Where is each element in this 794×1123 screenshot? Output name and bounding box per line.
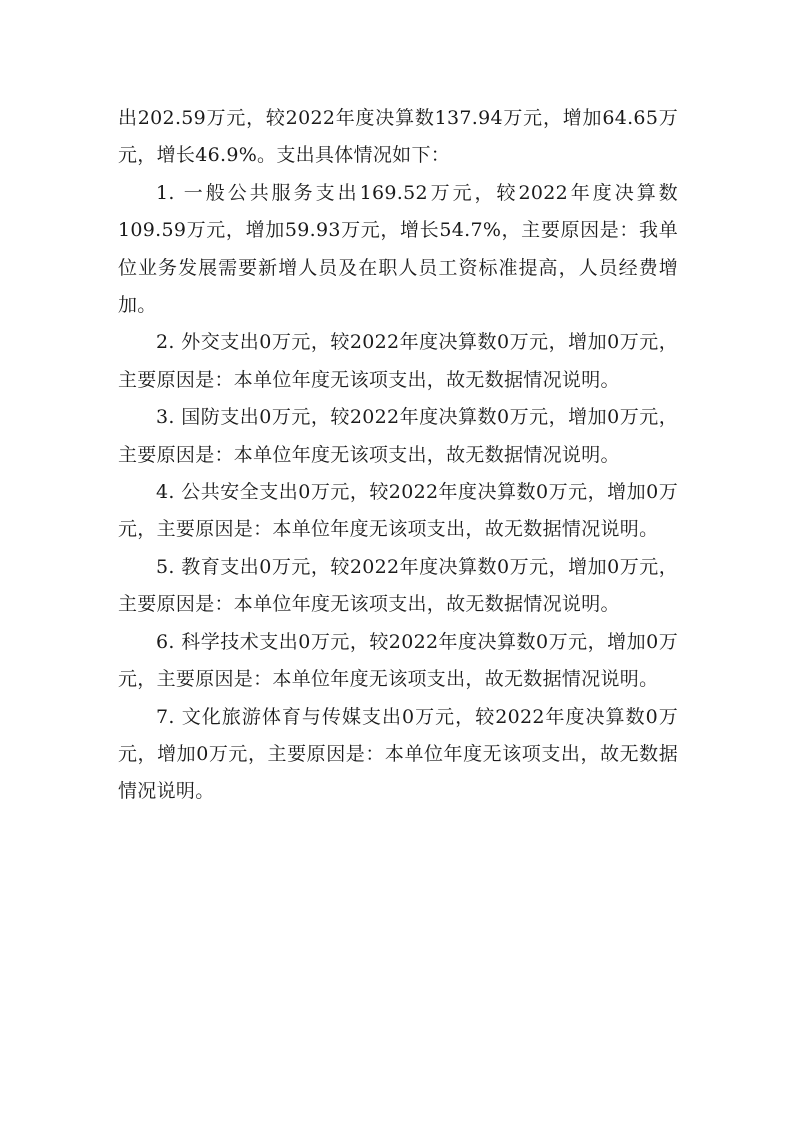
paragraph-education: 5. 教育支出0万元，较2022年度决算数0万元，增加0万元，主要原因是：本单位年度无该项支出，故无数据情况说明。 [118,555,678,616]
paragraph-expenditure-summary: 出202.59万元，较2022年度决算数137.94万元，增加64.65万元，增长46.9%。支出具体情况如下： [118,107,678,167]
paragraph-foreign-affairs: 2. 外交支出0万元，较2022年度决算数0万元，增加0万元，主要原因是：本单位年度无该项支出，故无数据情况说明。 [118,331,678,391]
paragraph-public-security: 4. 公共安全支出0万元，较2022年度决算数0万元，增加0万元，主要原因是：本单位年度无该项支出，故无数据情况说明。 [118,481,678,541]
paragraph-science-technology: 6. 科学技术支出0万元，较2022年度决算数0万元，增加0万元，主要原因是：本单位年度无该项支出，故无数据情况说明。 [118,630,678,691]
paragraph-national-defense: 3. 国防支出0万元，较2022年度决算数0万元，增加0万元，主要原因是：本单位年度无该项支出，故无数据情况说明。 [118,406,678,466]
document-body [118,100,678,811]
paragraph-general-public-services: 1. 一般公共服务支出169.52万元，较2022年度决算数109.59万元，增加59.93万元，增长54.7%，主要原因是：我单位业务发展需要新增人员及在职人员工资标准提高，人员经费增加。 [118,181,678,317]
paragraph-culture-tourism-sports-media: 7. 文化旅游体育与传媒支出0万元，较2022年度决算数0万元，增加0万元，主要原因是：本单位年度无该项支出，故无数据情况说明。 [118,705,678,803]
